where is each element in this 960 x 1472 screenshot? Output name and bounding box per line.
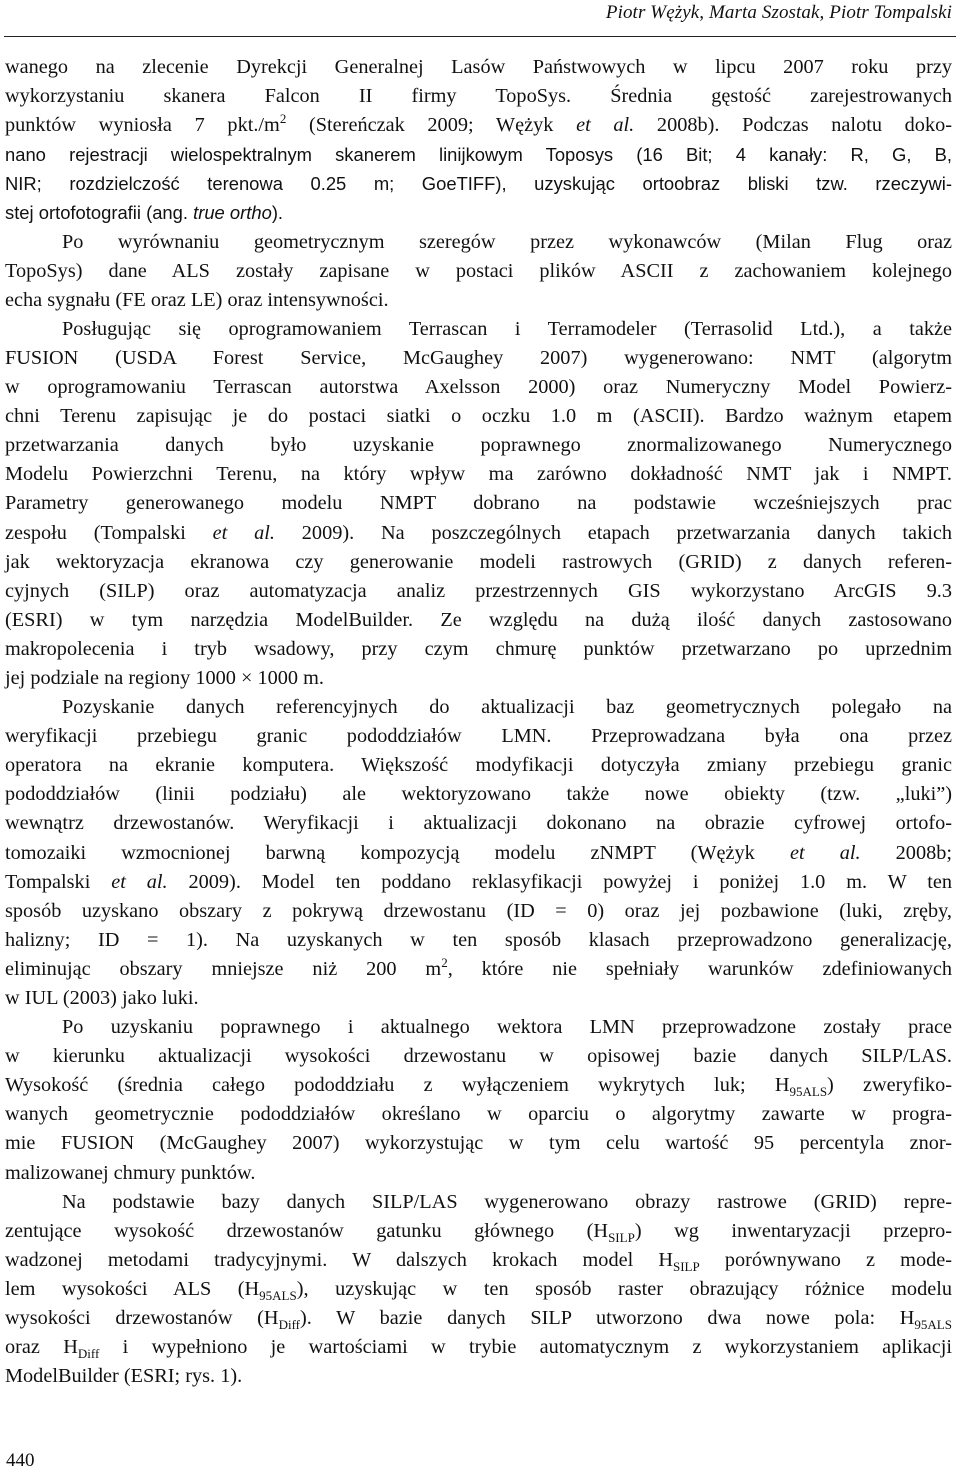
italic-text: true ortho xyxy=(193,202,272,224)
text-line xyxy=(5,751,952,780)
text-line xyxy=(5,228,952,257)
text-line xyxy=(5,635,952,664)
italic-text: et al. xyxy=(111,870,168,893)
text-run: porównywano z mode- xyxy=(699,1248,952,1271)
text-line xyxy=(5,431,952,460)
text-run: ) zweryfiko- xyxy=(827,1074,952,1097)
text-run: ). xyxy=(271,202,284,224)
text-run: malizowanej chmury punktów. xyxy=(5,1161,256,1184)
text-run: stej ortofotografii (ang. xyxy=(5,202,194,224)
text-run: 2009). Model ten poddano reklasyfikacji powyżej i poniżej 1.0 m. W ten xyxy=(167,870,953,893)
text-line xyxy=(5,1159,952,1188)
text-run: Modelu Powierzchni Terenu, na który wpływ ma zarówno dokładność NMT jak i NMPT. xyxy=(5,463,952,486)
text-line xyxy=(5,82,952,111)
text-line xyxy=(5,140,952,169)
text-line xyxy=(5,1188,952,1217)
text-line xyxy=(5,809,952,838)
text-line xyxy=(5,286,952,315)
text-run: oraz H xyxy=(5,1336,78,1359)
text-run: zentujące wysokość drzewostanów gatunku głównego (H xyxy=(5,1219,609,1242)
text-run: lem wysokości ALS (H xyxy=(5,1277,260,1300)
text-line xyxy=(5,1013,952,1042)
superscript: 2 xyxy=(279,111,287,127)
subscript: Diff xyxy=(77,1346,100,1362)
text-run: pododdziałów (linii podziału) ale wektoryzowano także nowe obiekty (tzw. „luki”) xyxy=(5,783,952,806)
text-run: 2009). Na poszczególnych etapach przetwarzania danych takich xyxy=(274,521,952,544)
text-run: operatora na ekranie komputera. Większość modyfikacji dotyczyła zmiany przebiegu granic xyxy=(5,754,952,777)
text-run: (ESRI) w tym narzędzia ModelBuilder. Ze względu na dużą ilość danych zastosowano xyxy=(5,608,952,631)
text-run: weryfikacji przebiegu granic pododdziałów LMN. Przeprowadzana była ona przez xyxy=(5,725,952,748)
text-run: ) wg inwentaryzacji przepro- xyxy=(634,1219,952,1242)
text-run: w IUL (2003) jako luki. xyxy=(5,987,199,1009)
text-run: punktów wyniosła 7 pkt./m xyxy=(5,114,280,137)
text-line xyxy=(5,548,952,577)
text-run: ). W bazie danych SILP utworzono dwa nowe pola: H xyxy=(300,1307,915,1330)
text-run: Podczas nalotu doko- xyxy=(742,114,952,137)
text-line xyxy=(5,1275,952,1304)
text-run: ModelBuilder (ESRI; rys. 1). xyxy=(5,1365,243,1388)
text-line xyxy=(5,693,952,722)
text-line xyxy=(5,897,952,926)
page-number: 440 xyxy=(6,1450,35,1471)
subscript: Diff xyxy=(278,1317,300,1333)
text-line xyxy=(5,1129,952,1158)
text-run: wadzonej metodami tradycyjnymi. W dalszych krokach model H xyxy=(5,1248,673,1271)
italic-text: et al. xyxy=(789,841,861,864)
text-line xyxy=(5,489,952,518)
text-run: makropolecenia i tryb wsadowy, przy czym chmurę punktów przetwarzano po uprzednim xyxy=(5,637,952,660)
body-text xyxy=(5,53,952,1391)
text-line xyxy=(5,1042,952,1071)
text-line xyxy=(5,1333,952,1362)
text-run: w kierunku aktualizacji wysokości drzewostanu w opisowej bazie danych SILP/LAS. xyxy=(5,1045,952,1068)
text-line xyxy=(5,519,952,548)
text-run: FUSION (USDA Forest Service, McGaughey 2007) wygenerowano: NMT (algorytm xyxy=(5,346,952,369)
text-line xyxy=(5,315,952,344)
italic-text: et al. xyxy=(576,114,635,137)
text-run: cyjnych (SILP) oraz automatyzacja analiz przestrzennych GIS wykorzystano ArcGIS 9.3 xyxy=(5,579,952,602)
running-head: Piotr Wężyk, Marta Szostak, Piotr Tompalski xyxy=(605,2,952,23)
text-run: NIR; rozdzielczość terenowa 0.25 m; GoeTIFF), uzyskując ortoobraz bliski tzw. rzeczywi- xyxy=(5,173,952,195)
text-line xyxy=(5,722,952,751)
text-run: i wypełniono je wartościami w trybie automatycznym z wykorzystaniem aplikacji xyxy=(99,1336,952,1359)
text-line xyxy=(5,926,952,955)
italic-text: et al. xyxy=(212,521,275,544)
text-run: Pozyskanie danych referencyjnych do aktualizacji baz geometrycznych polegało na xyxy=(62,696,952,719)
text-line xyxy=(5,1217,952,1246)
text-line xyxy=(5,373,952,402)
text-run: mie FUSION (McGaughey 2007) wykorzystując w tym celu wartość 95 percentyla znor- xyxy=(5,1132,952,1155)
subscript: 95ALS xyxy=(914,1317,952,1333)
subscript: SILP xyxy=(673,1258,700,1274)
text-line xyxy=(5,344,952,373)
header-rule xyxy=(4,36,956,37)
text-line xyxy=(5,868,952,897)
text-run: Posługując się oprogramowaniem Terrascan i Terramodeler (Terrasolid Ltd.), a także xyxy=(62,317,952,340)
text-line xyxy=(5,780,952,809)
text-run: Po wyrównaniu geometrycznym szeregów przez wykonawców (Milan Flug oraz xyxy=(62,230,952,253)
text-line xyxy=(5,198,952,227)
text-line xyxy=(5,577,952,606)
text-run: wysokości drzewostanów (H xyxy=(5,1307,279,1330)
text-line xyxy=(5,169,952,198)
text-line xyxy=(5,1246,952,1275)
text-run: ), uzyskując w ten sposób raster obrazujący różnice modelu xyxy=(296,1277,952,1300)
text-run: wanych geometrycznie pododdziałów określano w oparciu o algorytmy zawarte w progra- xyxy=(5,1103,952,1126)
text-run: 2008b). xyxy=(634,114,743,137)
text-run: Wysokość (średnia całego pododdziału z wyłączeniem wykrytych luk; H xyxy=(5,1074,790,1097)
text-run: Tompalski xyxy=(5,870,112,893)
text-line xyxy=(5,1304,952,1333)
text-line xyxy=(5,1071,952,1100)
text-run: wewnątrz drzewostanów. Weryfikacji i aktualizacji dokonano na obrazie cyfrowej ortofo- xyxy=(5,812,952,835)
text-line xyxy=(5,984,952,1013)
text-line xyxy=(5,460,952,489)
text-run: chni Terenu zapisując je do postaci siatki o oczku 1.0 m (ASCII). Bardzo ważnym etapem xyxy=(5,405,952,428)
text-line xyxy=(5,402,952,431)
text-line xyxy=(5,839,952,868)
subscript: 95ALS xyxy=(259,1287,297,1303)
text-line xyxy=(5,257,952,286)
subscript: SILP xyxy=(608,1229,635,1245)
text-run: TopoSys) dane ALS zostały zapisane w postaci plików ASCII z zachowaniem kolejnego xyxy=(5,259,952,282)
text-run: Parametry generowanego modelu NMPT dobrano na podstawie wcześniejszych prac xyxy=(5,492,952,515)
text-run: echa sygnału (FE oraz LE) oraz intensywności. xyxy=(5,288,389,311)
text-line xyxy=(5,955,952,984)
text-line xyxy=(5,111,952,140)
text-line xyxy=(5,1362,952,1391)
text-run: w oprogramowaniu Terrascan autorstwa Axelsson 2000) oraz Numeryczny Model Powierz- xyxy=(5,376,952,399)
text-line xyxy=(5,606,952,635)
text-run: (Stereńczak 2009; Wężyk xyxy=(286,114,577,137)
text-run: zespołu (Tompalski xyxy=(5,521,213,544)
text-run: wykorzystaniu skanera Falcon II firmy TopoSys. Średnia gęstość zarejestrowanych xyxy=(5,85,952,108)
subscript: 95ALS xyxy=(789,1084,828,1100)
text-run: jak wektoryzacja ekranowa czy generowanie modeli rastrowych (GRID) z danych referen- xyxy=(5,550,952,573)
text-run: tomozaiki wzmocnionej barwną kompozycją modelu zNMPT (Wężyk xyxy=(5,841,790,864)
text-run: przetwarzania danych było uzyskanie poprawnego znormalizowanego Numerycznego xyxy=(5,434,952,457)
text-line xyxy=(5,53,952,82)
text-run: sposób uzyskano obszary z pokrywą drzewostanu (ID = 0) oraz jej pozbawione (luki, zręby, xyxy=(5,899,952,922)
text-line xyxy=(5,1100,952,1129)
text-run: Po uzyskaniu poprawnego i aktualnego wektora LMN przeprowadzone zostały prace xyxy=(62,1016,952,1039)
text-run: wanego na zlecenie Dyrekcji Generalnej Lasów Państwowych w lipcu 2007 roku przy xyxy=(5,56,952,78)
text-run: eliminując obszary mniejsze niż 200 m xyxy=(5,957,442,980)
superscript: 2 xyxy=(441,955,448,971)
text-run: 2008b; xyxy=(860,841,952,864)
text-run: Na podstawie bazy danych SILP/LAS wygenerowano obrazy rastrowe (GRID) repre- xyxy=(62,1190,952,1213)
text-run: halizny; ID = 1). Na uzyskanych w ten sposób klasach przeprowadzono generalizację, xyxy=(5,928,952,951)
text-line xyxy=(5,664,952,693)
text-run: nano rejestracji wielospektralnym skanerem linijkowym Toposys (16 Bit; 4 kanały: R, G, B, xyxy=(5,144,952,166)
text-run: jej podziale na regiony 1000 × 1000 m. xyxy=(5,666,324,689)
text-run: , które nie spełniały warunków zdefiniowanych xyxy=(447,957,953,980)
